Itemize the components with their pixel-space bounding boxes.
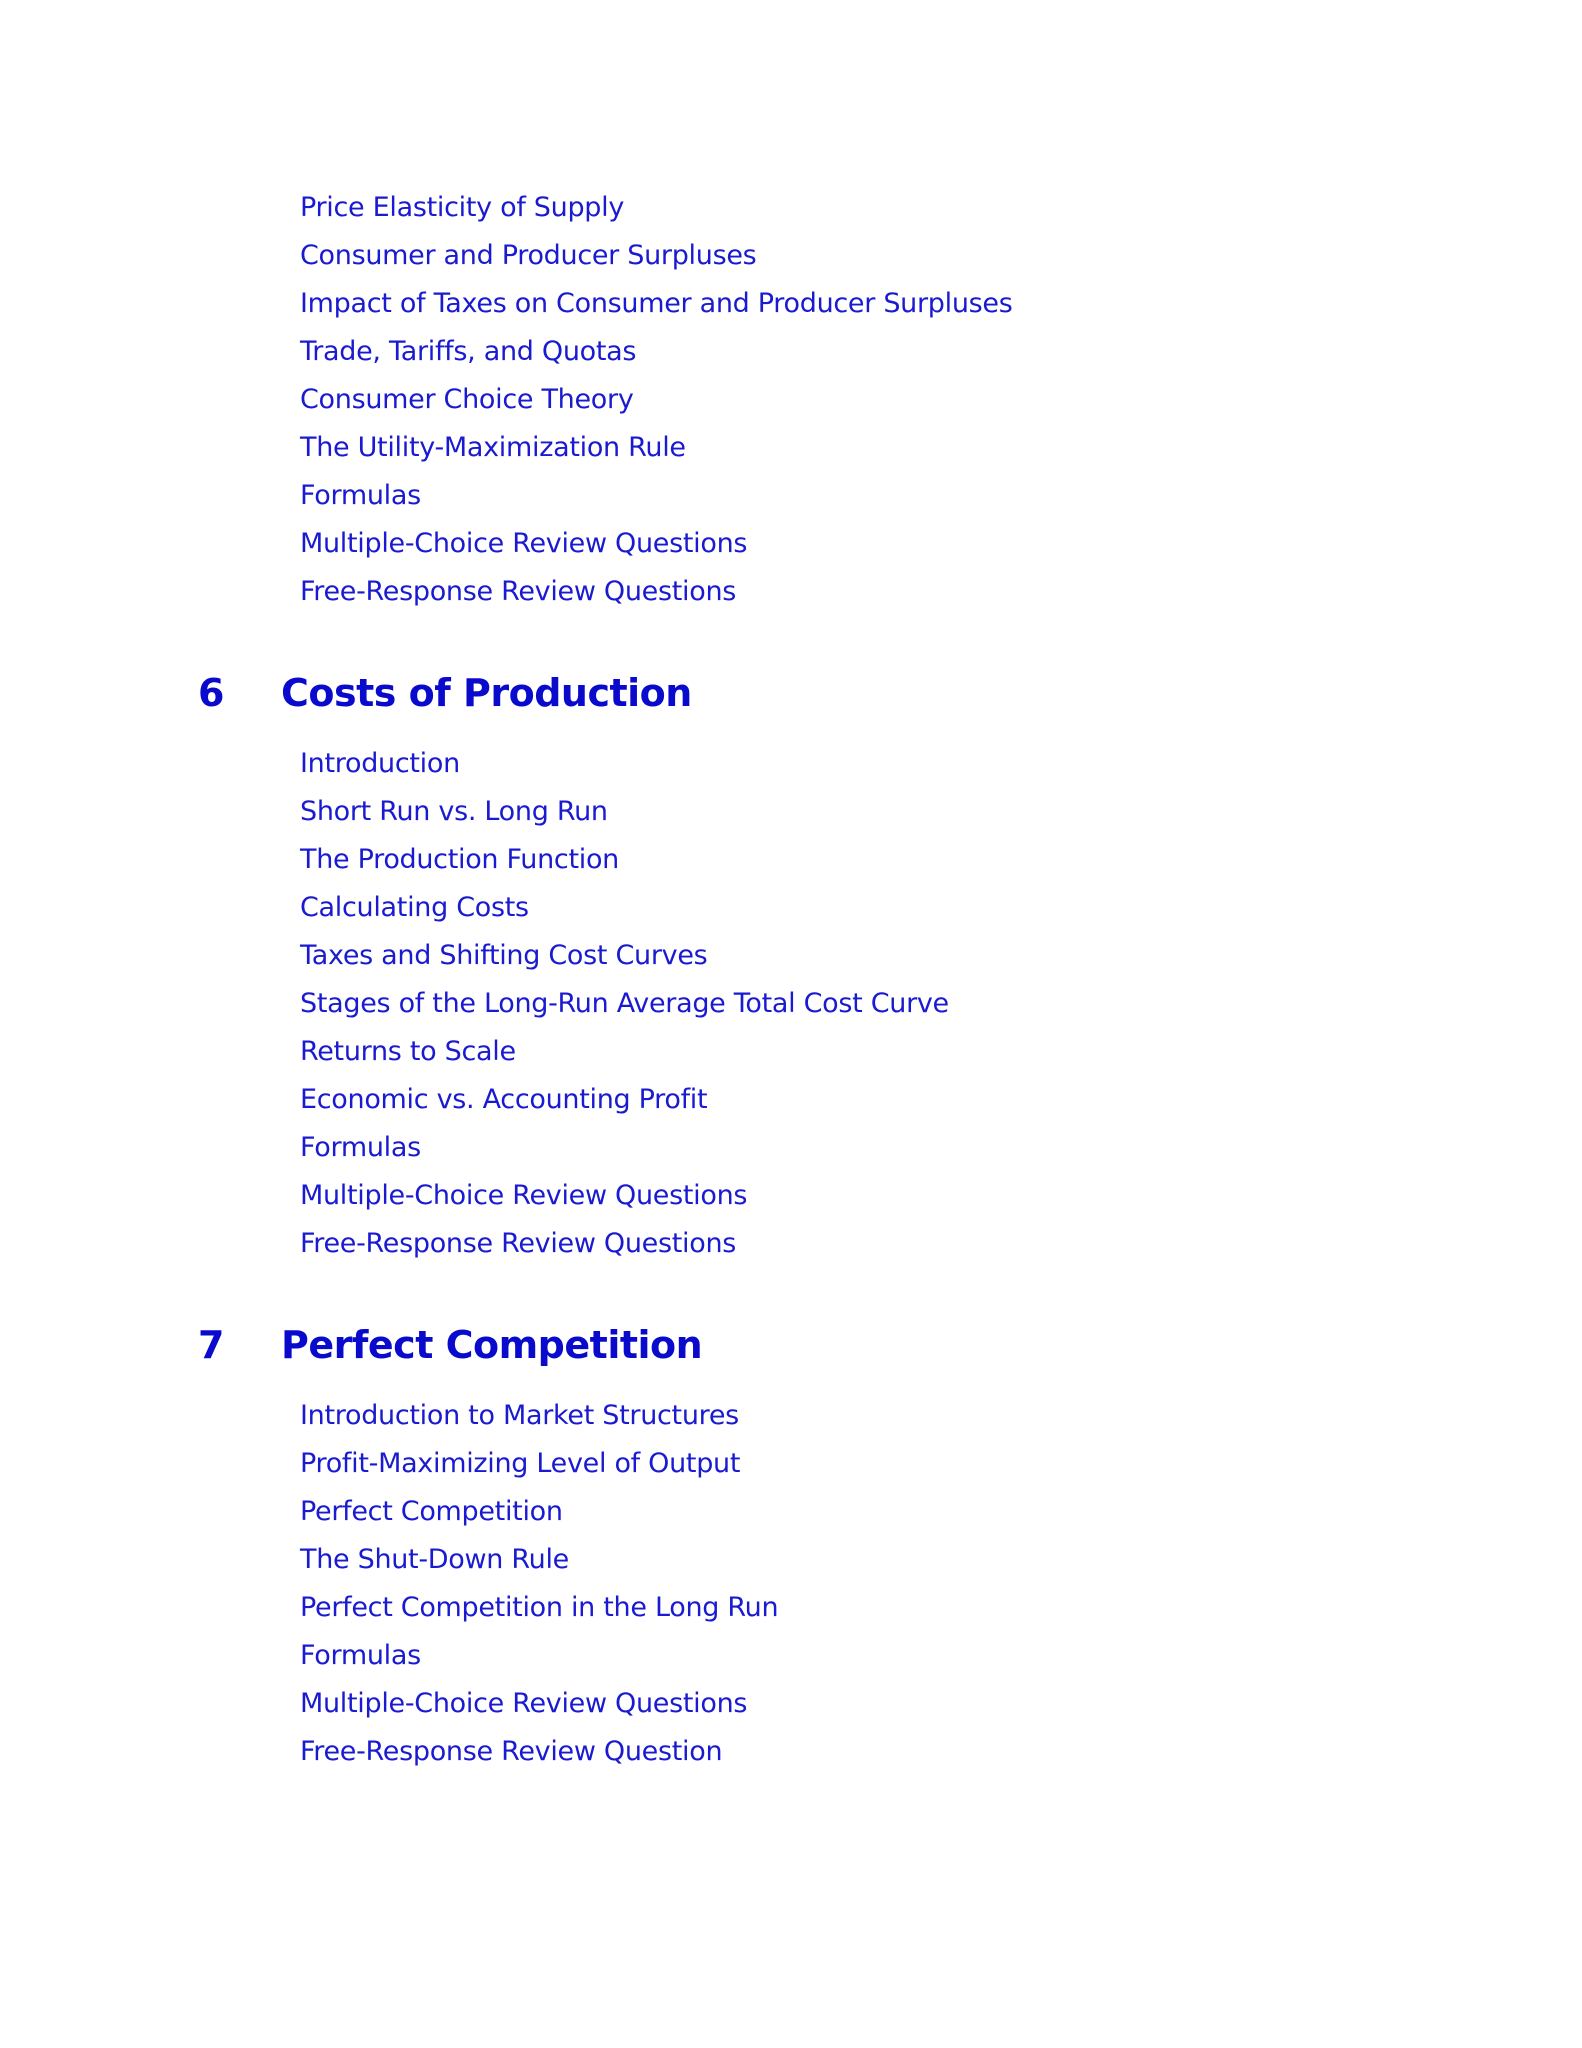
toc-entry[interactable]: Multiple-Choice Review Questions [300,1688,748,1719]
toc-entry[interactable]: The Shut-Down Rule [300,1544,569,1575]
toc-entry[interactable]: Free-Response Review Question [300,1736,723,1767]
chapter-6-list [0,740,1582,1268]
toc-entry[interactable]: The Utility-Maximization Rule [300,432,686,463]
toc-entry[interactable]: Formulas [300,1132,421,1163]
toc-entry[interactable]: Multiple-Choice Review Questions [300,528,748,559]
chapter-number: 7 [198,1323,225,1367]
toc-entry[interactable]: Price Elasticity of Supply [300,192,625,223]
toc-entry[interactable]: Trade, Tariffs, and Quotas [300,336,637,367]
toc-entry[interactable]: Profit-Maximizing Level of Output [300,1448,741,1479]
toc-entry[interactable]: The Production Function [300,844,619,875]
toc-entry[interactable]: Free-Response Review Questions [300,1228,737,1259]
toc-entry[interactable]: Perfect Competition in the Long Run [300,1592,779,1623]
toc-entry[interactable]: Formulas [300,480,421,511]
toc-entry[interactable]: Returns to Scale [300,1036,516,1067]
chapter-7-list [0,1392,1582,1776]
chapter-title[interactable]: Costs of Production [281,671,692,715]
chapter-title[interactable]: Perfect Competition [281,1323,703,1367]
toc-entry[interactable]: Formulas [300,1640,421,1671]
toc-entry[interactable]: Economic vs. Accounting Profit [300,1084,708,1115]
table-of-contents [0,184,1582,1776]
toc-entry[interactable]: Introduction [300,748,460,779]
continued-section-list [0,184,1582,616]
chapter-number: 6 [198,671,225,715]
toc-entry[interactable]: Impact of Taxes on Consumer and Producer Surpluses [300,288,1013,319]
toc-entry[interactable]: Stages of the Long-Run Average Total Cost Curve [300,988,949,1019]
toc-entry[interactable]: Multiple-Choice Review Questions [300,1180,748,1211]
toc-entry[interactable]: Calculating Costs [300,892,529,923]
toc-entry[interactable]: Consumer Choice Theory [300,384,634,415]
toc-entry[interactable]: Consumer and Producer Surpluses [300,240,757,271]
toc-entry[interactable]: Short Run vs. Long Run [300,796,608,827]
chapter-7-heading[interactable] [0,1315,1582,1375]
toc-entry[interactable]: Taxes and Shifting Cost Curves [300,940,708,971]
toc-entry[interactable]: Introduction to Market Structures [300,1400,739,1431]
chapter-6-heading[interactable] [0,663,1582,723]
toc-entry[interactable]: Perfect Competition [300,1496,563,1527]
toc-entry[interactable]: Free-Response Review Questions [300,576,737,607]
